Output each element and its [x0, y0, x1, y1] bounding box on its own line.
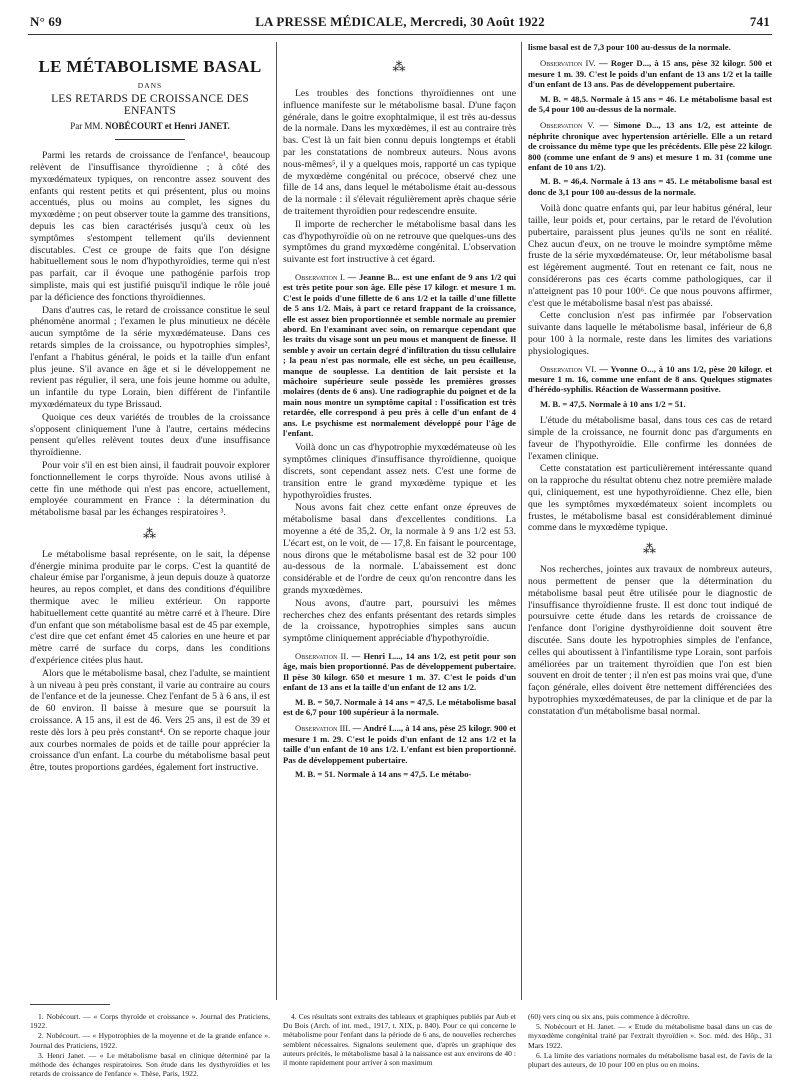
- paragraph: Nous avons fait chez cette enfant onze épreuves de métabolisme basal dans d'excellentes conditions. La moyenne a été de 35,2. Or, la normale à 9 ans 1/2 est 53. L'écart est, on le voit, de — 17,8. En faisant le pourcentage, nous dirons que le métabolisme basal est de 32 pour 100 au-dessous de la normale. L'abaissement est donc considérable et de l'ordre de ceux qu'on rencontre dans les grands myxœdèmes.: [283, 502, 516, 597]
- observation-4: [528, 58, 772, 89]
- header-rule: [28, 34, 772, 35]
- metabolism-result: M. B. = 51. Normale à 14 ans = 47,5. Le métabo-: [295, 769, 472, 780]
- paragraph: L'étude du métabolisme basal, dans tous ces cas de retard simple de la croissance, ne fournit donc pas d'arguments en faveur de l'hypothyroïdie. Elle confirme les données de l'examen clinique.: [528, 415, 772, 462]
- footnote: 2. Nobécourt. — « Hypotrophies de la moyenne et de la grande enfance ». Journal des Praticiens, 1922.: [30, 1031, 270, 1050]
- column-1: [30, 42, 270, 775]
- observation-label: Observation VI.: [540, 363, 597, 374]
- observation-2: [283, 651, 516, 693]
- observation-label: Observation II.: [295, 651, 349, 661]
- section-separator: ⁂: [643, 541, 657, 557]
- footnote: 5. Nobécourt et H. Janet. — « Etude du métabolisme basal dans un cas de myxœdème congénital traité par l'extrait thyroïdien ». Soc. méd. des Hôp., 31 Mars 1922.: [528, 1022, 772, 1050]
- observation-5: [528, 120, 772, 172]
- observation-text: — André L..., à 14 ans, pèse 25 kilogr. 900 et mesure 1 m. 29. C'est le poids d'un enfant de 12 ans 1/2 et la taille d'un enfant de 10 ans 1/2. L'enfant est bien proportionné. Pas de développement pubertaire.: [283, 723, 516, 765]
- column-3: [528, 42, 772, 719]
- column-2: [283, 42, 516, 785]
- issue-number: N° 69: [30, 14, 62, 29]
- observation-3: [283, 723, 516, 765]
- paragraph: Le métabolisme basal représente, on le sait, la dépense d'énergie minima produite par le corps. C'est la quantité de chaleur émise par l'organisme, à jeun depuis douze à quatorze heures, au repos complet, et dans des conditions d'équilibre thermique avec le milieu extérieur. On rapporte habituellement cette quantité au mètre carré et à l'heure. Dire d'un enfant que son métabolisme basal est de 45 par exemple, c'est dire que cet enfant émet 45 calories en une heure et par mètre carré de surface du corps, dans les conditions d'expérience citées plus haut.: [30, 548, 270, 667]
- authors-names: NOBÉCOURT et Henri JANET.: [104, 121, 230, 132]
- article-title: LE MÉTABOLISME BASAL: [38, 57, 262, 76]
- observation-6: [528, 364, 772, 395]
- article-authors: [30, 121, 270, 133]
- paragraph: Voilà donc quatre enfants qui, par leur habitus général, leur taille, leur poids et, pour certains, par le retard de l'évolution pubertaire, paraissent plus jeunes qu'ils ne sont en réalité. Chez aucun d'eux, on ne trouve le moindre symptôme même fruste de la série myxœdémateuse. Or, leur métabolisme basal est légèrement augmenté. Tout en retenant ce fait, nous ne considérerons pas ces écarts comme pathologiques, car il n'atteignent pas 10 pour 100⁶. Ce que nous pouvons affirmer, c'est que le métabolisme basal n'est pas abaissé.: [528, 203, 772, 309]
- metabolism-result: M. B. = 48,5. Normale à 15 ans = 46. Le métabolisme basal est de 5,4 pour 100 au-dessus de la normale.: [528, 93, 772, 115]
- title-rule: [115, 139, 185, 140]
- paragraph: Les troubles des fonctions thyroïdiennes ont une influence manifeste sur le métabolisme basal. D'une façon générale, dans le goitre exophtalmique, il est très au-dessus de la normale. Dans les myxœdèmes, il est au contraire très bas. C'est là un fait bien connu depuis longtemps et établi par les constatations de nombreux auteurs. Nous avons nous-mêmes⁵, il y a quelques mois, rapporté un cas typique de myxœdème congénital ou précoce, observé chez une fille de 14 ans, dans lequel le métabolisme était au-dessous de la normale : il s'élevait régulièrement après chaque série de traitement thyroïdien pour redescendre ensuite.: [283, 88, 516, 217]
- paragraph: Quoique ces deux variétés de troubles de la croissance s'opposent cliniquement l'une à l'autre, certains médecins pensent qu'elles relèvent toutes deux d'une insuffisance thyroïdienne.: [30, 411, 270, 459]
- paragraph: Cette conclusion n'est pas infirmée par l'observation suivante dans laquelle le métabolisme basal, inférieur de 6,8 pour 100 à la normale, reste dans les limites des variations physiologiques.: [528, 310, 772, 357]
- observation-text: — Jeanne B... est une enfant de 9 ans 1/2 qui est très petite pour son âge. Elle pèse 17 kilogr. et mesure 1 m. C'est le poids d'une fillette de 6 ans 1/2 et la taille d'une fillette de 5 ans 1/2. Mais, à part ce retard frappant de la croissance, elle est assez bien proportionnée et semble normale au premier abord. En l'examinant avec soin, on remarque cependant que les traits du visage sont un peu mous et manquent de finesse. Il semble y avoir un certain degré d'infiltration du tissu cellulaire ; la peau n'est pas normale, elle est sèche, un peu écailleuse, manque de souplesse. La dentition de lait persiste et la mâchoire supérieure seule possède les premières grosses molaires (dents de 6 ans). Une radiographie du poignet et de la main nous montre un symptôme capital : l'ossification est très retardée, elle correspond à peu près à celle d'un enfant de 4 ans. Le psychisme est normalement développé pour l'âge de l'enfant.: [283, 271, 516, 439]
- article-subtitle: LES RETARDS DE CROISSANCE DES ENFANTS: [51, 92, 249, 117]
- observation-label: Observation V.: [540, 120, 595, 131]
- metabolism-result: M. B. = 50,7. Normale à 14 ans = 47,5. Le métabolisme basal est de 6,7 pour 100 supérieur à la normale.: [283, 696, 516, 718]
- metabolism-result-continued: lisme basal est de 7,3 pour 100 au-dessus de la normale.: [528, 42, 731, 52]
- footnotes-col-3: [528, 1012, 772, 1070]
- paragraph: Nous avons, d'autre part, poursuivi les mêmes recherches chez des enfants présentant des retards simples de la croissance, hypotrophies simples sans aucun symptôme cliniquement appréciable d'hypothyroïdie.: [283, 597, 516, 645]
- observation-text: — Henri L..., 14 ans 1/2, est petit pour son âge, mais bien proportionné. Pas de développement pubertaire. Il pèse 30 kilogr. 650 et mesure 1 m. 37. C'est le poids d'un enfant de 13 ans et la taille d'un enfant de 12 ans 1/2.: [283, 651, 517, 693]
- footnote: 4. Ces résultats sont extraits des tableaux et graphiques publiés par Aub et Du Bois (Arch. of int. med., 1917, t. XIX, p. 840). Pour ce qui concerne le métabolisme pour l'enfant dans la période de 6 ans, de nouvelles recherches semblent nécessaires. Signalons seulement que, d'après un graphique des auteurs précités, le métabolisme basal à la naissance est aux environs de 40 : il monte rapidement pour arriver à son maximum: [283, 1012, 516, 1068]
- paragraph: Voilà donc un cas d'hypotrophie myxœdémateuse où les symptômes cliniques d'insuffisance thyroïdienne, quoique discrets, sont cependant assez nets. C'est une forme de transition entre le grand myxœdème typique et les hypothyroïdies frustes.: [283, 442, 516, 501]
- page-number: 741: [749, 14, 770, 29]
- observation-label: Observation III.: [295, 723, 351, 734]
- footnotes-col-1: [30, 1012, 270, 1079]
- column-divider-1: [276, 42, 277, 1000]
- footnote: (60) vers cinq ou six ans, puis commence à décroître.: [528, 1012, 690, 1021]
- metabolism-result: M. B. = 46,4. Normale à 13 ans = 45. Le métabolisme basal est donc de 3,1 pour 100 au-dessus de la normale.: [528, 176, 772, 197]
- paragraph: Dans d'autres cas, le retard de croissance constitue le seul phénomène anormal ; l'examen le plus minutieux ne décèle aucun symptôme de la série myxœdémateuse. Dans ces retards simples de la croissance, ou hypotrophies simples², l'enfant a l'habitus général, le poids et la taille d'un enfant plus jeune. S'il avance en âge et si le développement ne revient pas régulier, il sera, une fois jeune homme ou adulte, un infantile du type Lorain, bien différent de l'infantile myxœdémateux du type Brissaud.: [30, 304, 270, 410]
- journal-title: LA PRESSE MÉDICALE, Mercredi, 30 Août 1922: [255, 14, 545, 29]
- footnote: 3. Henri Janet. — « Le métabolisme basal en clinique déterminé par la méthode des échanges respiratoires. Son étude dans les dysthyroïdies et les retards de croissance de l'enfance ». Thèse, Paris, 1922.: [30, 1050, 270, 1079]
- paragraph: Cette constatation est particulièrement intéressante quand on la rapproche du résultat obtenu chez notre première malade qui, cliniquement, est une hypothyroïdienne. Chez elle, bien que les symptômes myxœdémateux soient incomplets ou frustes, le métabolisme basal est considérablement diminué comme dans le myxœdème typique.: [528, 463, 772, 534]
- section-separator: ⁂: [392, 59, 407, 74]
- footnotes-col-2: [283, 1012, 516, 1068]
- footnote-rule: [30, 1004, 110, 1005]
- paragraph: Il importe de rechercher le métabolisme basal dans les cas d'hypothyroïdie où on ne retrouve que quelques-uns des symptômes du grand myxœdème congénital. L'observation suivante est fort instructive à cet égard.: [283, 218, 516, 266]
- paragraph: Pour voir s'il en est bien ainsi, il faudrait pouvoir explorer fonctionnellement le corps thyroïde. Nous avons utilisé à cette fin une méthode qui n'est pas encore, actuellement, employée couramment en France : la détermination du métabolisme basal par les échanges respiratoires ³.: [30, 459, 270, 519]
- paragraph: Nos recherches, jointes aux travaux de nombreux auteurs, nous permettent de penser que la détermination du métabolisme basal peut être utilisée pour le diagnostic de l'insuffisance thyroïdienne fruste. Il est donc tout indiqué de poursuivre cette étude dans les retards de croissance de l'enfance dont l'origine dysthyroïdienne doit souvent être discutée. Sans doute les hypotrophies simples de l'enfance, celles qui aboutissent à l'infantilisme type Lorain, sont parfois améliorées par un traitement thyroïdien que l'on est bien souvent en droit de tenter ; il n'en est pas moins vrai que, d'une façon générale, elles doivent être nettement différenciées des hypotrophies myxœdémateuses, de par la clinique et de par la constatation d'un métabolisme basal normal.: [528, 564, 772, 717]
- column-divider-2: [521, 42, 522, 1000]
- observation-label: Observation IV.: [540, 58, 596, 69]
- section-separator: ⁂: [143, 525, 157, 541]
- paragraph: Alors que le métabolisme basal, chez l'adulte, se maintient à un niveau à peu près constant, il varie au contraire au cours de l'enfance et de la jeunesse. Chez l'enfant de 5 à 6 ans, il est de 60 environ. Il baisse à mesure que se poursuit la croissance. A 15 ans, il est de 46. Vers 25 ans, il est de 39 et reste dès lors à peu près constant⁴. On se reporte chaque jour aux courbes normales de poids et de taille pour apprécier la croissance d'un enfant. La courbe du métabolisme basal peut être, toutes proportions gardées, également fort instructive.: [30, 667, 270, 774]
- paragraph: Parmi les retards de croissance de l'enfance¹, beaucoup relèvent de l'insuffisance thyroïdienne ; à côté des myxœdémateux typiques, on rencontre assez souvent des enfants qui restent petits et qui présentent, plus ou moins accentués, plus ou moins au complet, les signes du myxœdème ; on peut observer toute la gamme des transitions, depuis les cas bien caractérisés jusqu'à ceux où les symptômes s'estompent tellement qu'ils deviennent discutables. C'est ce groupe de faits que l'on désigne habituellement sous le nom d'hypothyroïdies, terme qui n'est pas parfait, car il évoque une pathogénie parfois trop simpliste, mais qui est justifié puisqu'il indique le rôle joué par la déficience des fonctions thyroïdiennes.: [30, 150, 270, 303]
- observation-label: Observation I.: [295, 271, 345, 282]
- article-dans: DANS: [137, 81, 163, 90]
- authors-prefix: Par MM.: [70, 121, 103, 132]
- page-header: [30, 14, 770, 34]
- footnote: 6. La limite des variations normales du métabolisme basal est, de l'avis de la plupart des auteurs, de 10 pour 100 en plus ou en moins.: [528, 1050, 772, 1070]
- observation-text: — Roger D..., à 15 ans, pèse 32 kilogr. 500 et mesure 1 m. 39. C'est le poids d'un enfant de 13 ans 1/2 et la taille d'un enfant de 13 ans. Pas de développement pubertaire.: [528, 58, 772, 90]
- footnote: 1. Nobécourt. — « Corps thyroïde et croissance ». Journal des Praticiens, 1922.: [30, 1012, 270, 1031]
- observation-1: [283, 272, 516, 439]
- metabolism-result: M. B. = 47,5. Normale à 10 ans 1/2 = 51.: [540, 398, 686, 409]
- observation-text: — Simone D..., 13 ans 1/2, est atteinte de néphrite chronique avec hypertension artérielle. Elle a un retard de croissance du même type que les précédents. Elle pèse 22 kilogr. 800 (comme une enfant de 9 ans) et mesure 1 m. 31 (comme une enfant de 10 ans 1/2).: [528, 120, 772, 173]
- observation-text: — Yvonne O..., à 10 ans 1/2, pèse 20 kilogr. et mesure 1 m. 16, comme une enfant de 8 ans. Quelques stigmates d'hérédo-syphilis. Réaction de Wassermann positive.: [528, 363, 773, 395]
